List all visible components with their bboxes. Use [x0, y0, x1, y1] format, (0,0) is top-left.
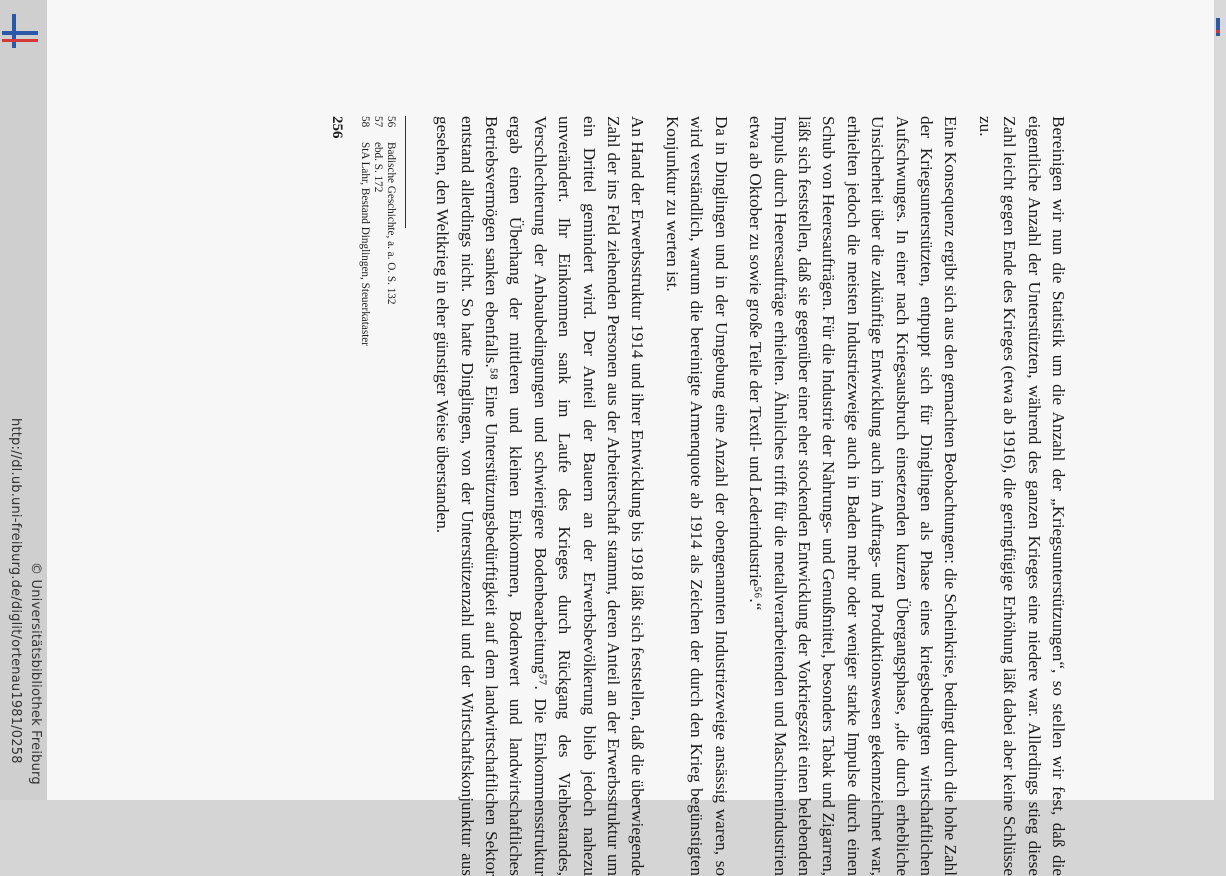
- footnote: [384, 116, 397, 876]
- footnote: [358, 116, 371, 876]
- page-text: [328, 116, 1070, 876]
- scan-right-margin: [1214, 0, 1226, 800]
- footnote: [371, 116, 384, 876]
- watermark: [0, 0, 47, 800]
- watermark-url: http://dl.ub.uni-freiburg.de/diglit/ortenau1981/0258: [8, 418, 23, 764]
- footnote-text: ebd. S. 172: [371, 142, 384, 193]
- page-edge-mark-icon: [1216, 18, 1220, 36]
- footnote-number: 57: [371, 116, 384, 128]
- paragraph: Da in Dinglingen und in der Umgebung eine Anzahl der obengenannten Industriezweige ansässig waren, so wird verständlich, warum die bereinigte Armenquote ab 1914 als Zeichen der durch den Krieg begünstigten Konjunktur zu werten ist.: [662, 116, 731, 876]
- footnote-text: StA Lahr, Bestand Dinglingen, Steuerkataster: [358, 142, 371, 346]
- paragraph: Eine Konsequenz ergibt sich aus den gemachten Beobachtungen: die Scheinkrise, bedingt durch die hohe Zahl der Kriegsunterstützten, entpuppt sich für Dinglingen als Phase eines kriegsbedingten wirtschaftlichen Aufschwunges. In einer nach Kriegsausbruch einsetzenden kurzen Übergangsphase, „die durch erhebliche Unsicherheit über die zukünftige Entwicklung auch im Auftrags- und Produktionswesen gekennzeichnet war, erhielten jedoch die meisten Industriezweige auch in Baden mehr oder weniger starke Impulse durch einen Schub von Heeresaufträgen. Für die Industrie der Nahrungs- und Genußmittel, besonders Tabak und Zigarren, läßt sich feststellen, daß sie gegenüber einer eher stockenden Entwicklung der Vorkriegszeit einen belebenden Impuls durch Heeresaufträge erhielten. Ähnliches trifft für die metallverarbeitenden und Maschinenindustrien etwa ab Oktober zu sowie große Teile der Textil- und Lederindustrie⁵⁶.“: [746, 116, 961, 876]
- page-edge-mark-icon: [1216, 30, 1220, 33]
- paragraph: Bereinigen wir nun die Statistik um die Anzahl der „Kriegsunterstützungen“, so stellen wir fest, daß die eigentliche Anzahl der Unterstützten, während des ganzen Krieges eine niedere war. Allerdings stieg diese Zahl leicht gegen Ende des Krieges (etwa ab 1916), die geringfügige Erhöhung läßt dabei aber keine Schlüsse zu.: [975, 116, 1068, 876]
- footnote-number: 56: [384, 116, 397, 128]
- watermark-copyright: © Universitätsbibliothek Freiburg: [28, 562, 43, 785]
- footnote-number: 58: [358, 116, 371, 128]
- footnotes: [358, 116, 397, 876]
- footnote-divider: [405, 116, 406, 228]
- footnote-text: Badische Geschichte, a. a. O. S. 132: [384, 142, 397, 305]
- paragraph: An Hand der Erwerbsstruktur 1914 und ihrer Entwicklung bis 1918 läßt sich feststellen, daß die überwiegende Zahl der ins Feld ziehenden Personen aus der Arbeiterschaft stammt, deren Anteil an der Erwerbsstruktur um ein Drittel gemindert wird. Der Anteil der Bauern an der Erwerbsbevölkerung blieb jedoch nahezu unverändert. Ihr Einkommen sank im Laufe des Krieges durch Rückgang des Viehbestandes, Verschlechterung der Anbaubedingungen und schwierigere Bodenbearbeitung⁵⁷. Die Einkommensstruktur ergab einen Überhang der mittleren und kleinen Einkommen, Bodenwert und landwirtschaftliches Betriebsvermögen sanken ebenfalls.⁵⁸ Eine Unterstützungsbedürftigkeit auf dem landwirtschaftlichen Sektor entstand allerdings nicht. So hatte Dinglingen, von der Unterstützenzahl und der Wirtschaftskonjunktur aus gesehen, den Weltkrieg in eher günstiger Weise überstanden.: [433, 116, 648, 876]
- page-number: 256: [328, 116, 345, 139]
